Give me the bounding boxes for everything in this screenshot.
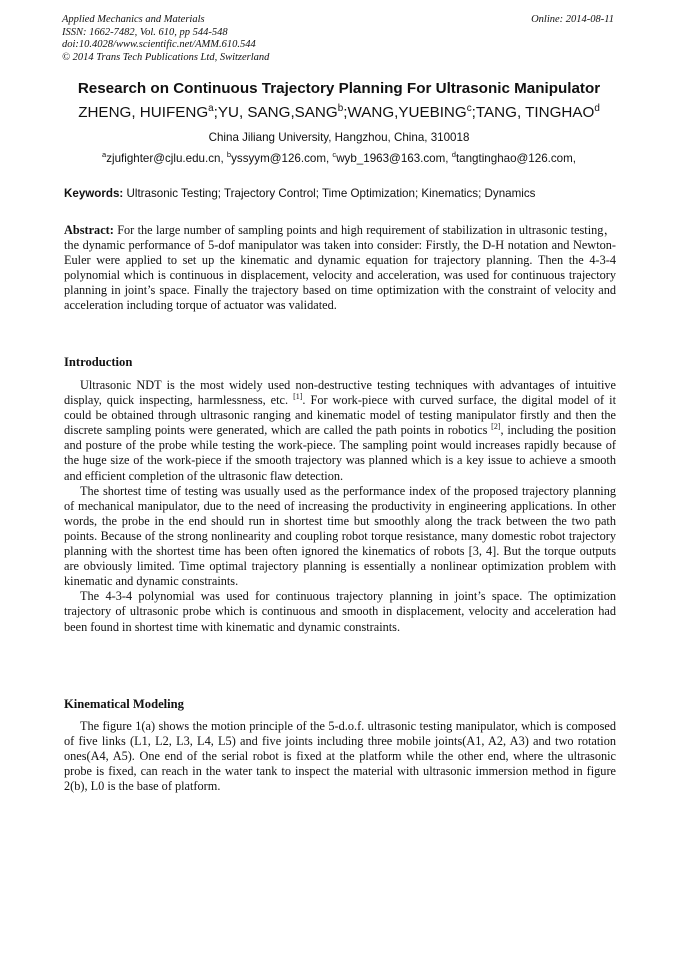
author-name: ZHENG, HUIFENG — [78, 104, 209, 121]
journal-name: Applied Mechanics and Materials — [62, 14, 205, 25]
affiliation: China Jiliang University, Hangzhou, China, 310018 — [208, 131, 470, 144]
abstract-text: For the large number of sampling points and high requirement of stabilization in ultrasonic testing，the dynamic performance of 5-dof manipulator was taken into consider: Firstly, the D-H notation and Newton-Euler were applied to set up the kinematic and dynamic equation for trajectory planning. Then the 4-3-4 polynomial which is continuous in displacement, velocity and acceleration, was used for continuous trajectory planning in joint’s space. Finally the trajectory based on time optimization with the constraint of velocity and acceleration including torque of actuator was validated. — [64, 223, 616, 313]
email-address[interactable]: tangtinghao@126.com, — [455, 152, 576, 165]
issn-line: ISSN: 1662-7482, Vol. 610, pp 544-548 — [62, 26, 228, 38]
abstract-label: Abstract: — [64, 223, 114, 237]
email-address[interactable]: wyb_1963@163.com, — [336, 152, 452, 165]
author-name: YU, SANG,SANG — [217, 104, 338, 121]
email-affil-mark: b — [226, 150, 232, 160]
paragraph — [64, 378, 616, 484]
kinematical-heading: Kinematical Modeling — [64, 697, 184, 711]
author-affil-mark: c — [466, 102, 472, 114]
kinematical-body — [64, 719, 616, 794]
email-affil-mark: d — [451, 150, 456, 160]
author-separator: ; — [343, 104, 348, 121]
keywords-label: Keywords: — [64, 187, 124, 200]
paper-title: Research on Continuous Trajectory Planning For Ultrasonic Manipulator — [77, 80, 601, 97]
author-separator: ; — [213, 104, 218, 121]
keywords — [64, 187, 616, 201]
author-affil-mark: b — [337, 102, 344, 114]
email-affil-mark: a — [102, 150, 107, 160]
author-name: WANG,YUEBING — [347, 104, 467, 121]
email-affil-mark: c — [332, 150, 337, 160]
doi-line: doi:10.4028/www.scientific.net/AMM.610.544 — [62, 39, 256, 51]
introduction-heading: Introduction — [64, 355, 133, 369]
email-address[interactable]: zjufighter@cjlu.edu.cn, — [106, 152, 227, 165]
author-affil-mark: d — [594, 102, 600, 114]
paragraph-text: Ultrasonic NDT is the most widely used non-destructive testing techniques with advantages of intuitive display, quick inspecting, harmlessness, etc. — [64, 378, 616, 408]
author-list — [60, 103, 618, 123]
email-address[interactable]: yssyym@126.com, — [231, 152, 333, 165]
paragraph-text: , including the position and posture of the probe while testing the work-piece. The sampling point would increases rapidly because of the huge size of the work-piece if the smooth trajectory was planned which is a key issue to achieve a smooth and efficient completion of the ultrasonic flaw detection. — [64, 423, 616, 483]
copyright-line: © 2014 Trans Tech Publications Ltd, Switzerland — [62, 51, 270, 63]
author-separator: ; — [471, 104, 476, 121]
citation[interactable]: [1] — [293, 392, 303, 401]
citation[interactable]: [2] — [491, 422, 501, 432]
journal-header — [62, 14, 269, 64]
author-affil-mark: a — [208, 102, 214, 114]
paragraph-text: . For work-piece with curved surface, the digital model of it could be obtained through ultrasonic ranging and kinematic model of testing manipulator firstly and then the discrete sampling points were generated, which are called the path points in robotics — [64, 393, 616, 438]
keywords-text: Ultrasonic Testing; Trajectory Control; Time Optimization; Kinematics; Dynamics — [123, 187, 536, 200]
abstract — [64, 223, 616, 314]
paragraph: The shortest time of testing was usually used as the performance index of the proposed trajectory planning of mechanical manipulator, due to the need of increasing the productivity in engineering applications. In other words, the probe in the end should run in shortest time but smoothly along the track between the two path points. Because of the strong nonlinearity and coupling robot torque resistance, many domestic robot trajectory planning with the shortest time has been often ignored the kinematics of robots [3, 4]. But the torque outputs are obviously limited. Time optimal trajectory planning is essentially a nonlinear optimization problem with kinematic and dynamic constraints. — [64, 483, 616, 589]
email-list — [60, 152, 618, 166]
paragraph: The figure 1(a) shows the motion principle of the 5-d.o.f. ultrasonic testing manipulator, which is composed of five links (L1, L2, L3, L4, L5) and five joints including three mobile joints(A1, A2, A3) and two rotation ones(A4, A5). One end of the serial robot is fixed at the platform while the other end, where the ultrasonic probe is fixed, can reach in the water tank to inspect the material with ultrasonic immersion method in figure 2(b), L0 is the base of platform. — [64, 719, 616, 794]
author-name: TANG, TINGHAO — [475, 104, 595, 121]
introduction-body — [64, 378, 616, 635]
online-date: Online: 2014-08-11 — [531, 14, 614, 25]
paragraph: The 4-3-4 polynomial was used for continuous trajectory planning in joint’s space. The optimization trajectory of ultrasonic probe which is continuous and smooth in displacement, velocity and acceleration had been found in shortest time with kinematic and dynamic constraints. — [64, 589, 616, 634]
